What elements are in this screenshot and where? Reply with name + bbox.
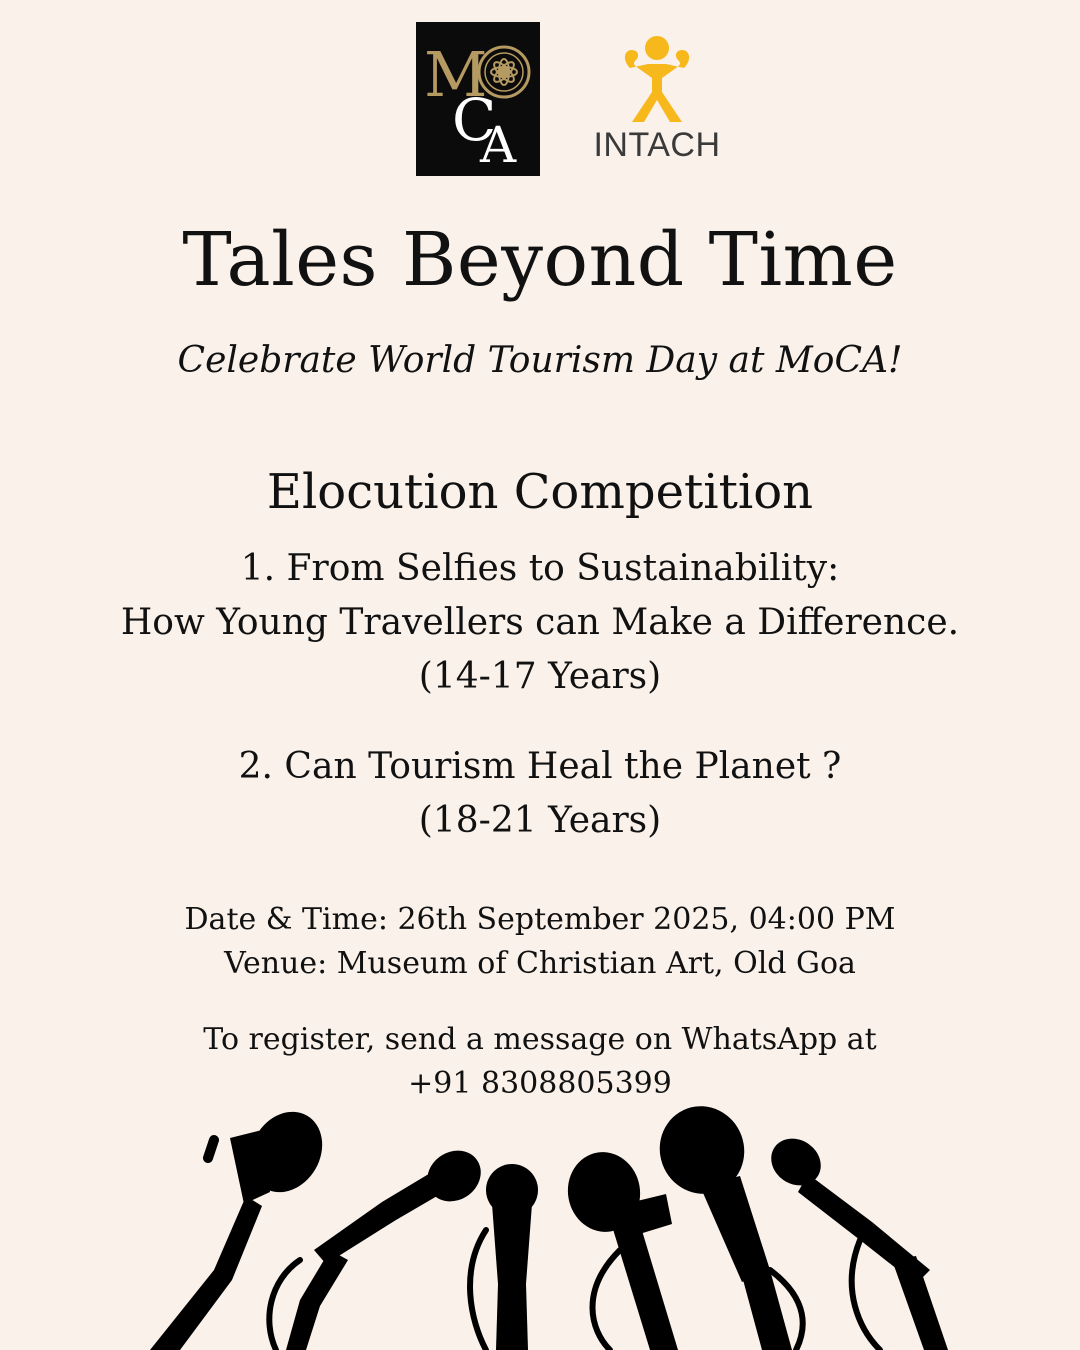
registration-text: To register, send a message on WhatsApp at bbox=[203, 1022, 877, 1057]
registration-info bbox=[0, 1018, 1080, 1106]
topic-1 bbox=[0, 542, 1080, 704]
registration-phone: +91 8308805399 bbox=[408, 1066, 672, 1101]
microphone-4 bbox=[562, 1146, 678, 1350]
event-venue: Venue: Museum of Christian Art, Old Goa bbox=[224, 946, 856, 981]
subtitle: Celebrate World Tourism Day at MoCA! bbox=[177, 340, 903, 381]
microphone-3 bbox=[470, 1164, 538, 1350]
topic-2 bbox=[0, 740, 1080, 848]
topic-1-age-group: (14-17 Years) bbox=[418, 656, 662, 697]
moca-logo-mark bbox=[416, 22, 540, 176]
event-datetime: Date & Time: 26th September 2025, 04:00 PM bbox=[184, 902, 896, 937]
moca-letter-m: M bbox=[424, 38, 488, 111]
event-details bbox=[0, 898, 1080, 986]
microphones-silhouette-icon bbox=[0, 1100, 1080, 1350]
intach-logo bbox=[586, 34, 728, 166]
moca-letter-c: C bbox=[452, 86, 497, 154]
topic-2-age-group: (18-21 Years) bbox=[418, 800, 662, 841]
moca-letter-a: A bbox=[480, 116, 517, 174]
competition-heading: Elocution Competition bbox=[266, 464, 814, 520]
topic-1-line-2: How Young Travellers can Make a Difference. bbox=[120, 602, 960, 643]
topic-1-line-1: 1. From Selfies to Sustainability: bbox=[240, 548, 840, 589]
intach-wordmark: INTACH bbox=[593, 126, 721, 164]
intach-figure-icon bbox=[586, 34, 728, 126]
microphone-6 bbox=[762, 1129, 948, 1350]
page-title: Tales Beyond Time bbox=[182, 217, 898, 303]
moca-logo bbox=[416, 22, 540, 176]
microphone-5 bbox=[647, 1100, 802, 1350]
topic-2-line-1: 2. Can Tourism Heal the Planet ? bbox=[238, 746, 842, 787]
